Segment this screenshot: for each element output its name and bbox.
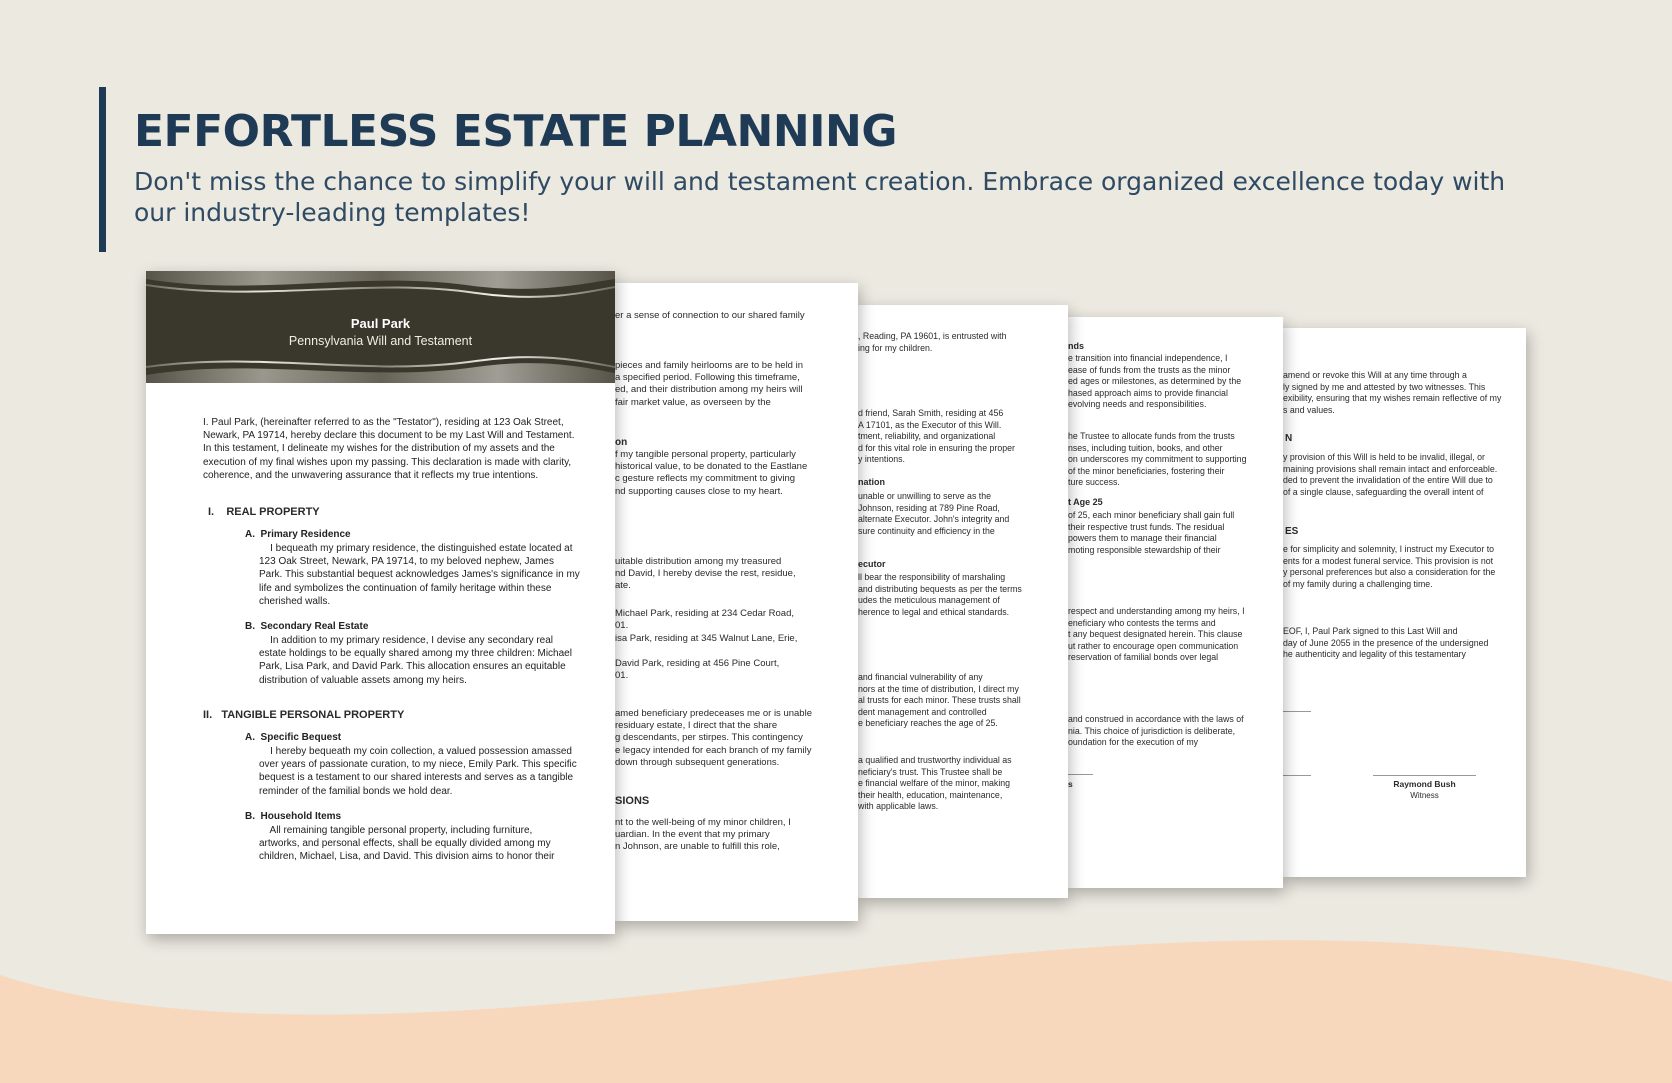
document-page-1 (146, 271, 615, 934)
document-page-2 (615, 283, 858, 921)
page2-text: nt to the well-being of my minor children, I uardian. In the event that my primary n Johnson, are unable to fulfill this role, (615, 817, 791, 853)
page3-text: unable or unwilling to serve as the Johnson, residing at 789 Pine Road, alternate Executor. John's integrity and sure continuity and efficiency in the (858, 491, 1010, 536)
document-header (146, 271, 615, 383)
signature-label-fragment: s (1068, 779, 1073, 789)
section-heading-real-property: I. REAL PROPERTY (208, 506, 320, 518)
paragraph-household-items: All remaining tangible personal property, including furniture, artworks, and personal effects, shall be equally divided among my children, Michael, Lisa, and David. This division aims to honor their (259, 825, 555, 863)
document-page-5 (1283, 328, 1526, 877)
witness-role: Witness (1410, 791, 1439, 800)
page4-text: and construed in accordance with the laws of nia. This choice of jurisdiction is deliberate, oundation for the execution of my (1068, 714, 1244, 748)
subheading-household-items: B. Household Items (245, 811, 342, 822)
page5-text: y provision of this Will is held to be invalid, illegal, or maining provisions shall remain intact and enforceable. ded to prevent the invalidation of the entire Will due to of a single clause, safeguarding the overall intent of (1283, 452, 1498, 497)
page2-text: Michael Park, residing at 234 Cedar Road, 01. (615, 608, 795, 632)
intro-paragraph: I. Paul Park, (hereinafter referred to as the "Testator"), residing at 123 Oak Street, Newark, PA 19714, hereby declare this document to be my Last Will and Testament. In this testament, I delineate my wishes for the distribution of my assets and the execution of my final wishes upon my passing. This declaration is made with clarity, coherence, and the unwavering assurance that it reflects my true intentions. (203, 417, 575, 481)
page5-heading: N (1285, 433, 1293, 444)
page2-text: amed beneficiary predeceases me or is unable residuary estate, I direct that the share g descendants, per stirpes. This contingency e legacy intended for each branch of my family down through subsequent generations. (615, 708, 812, 768)
page4-text: e transition into financial independence, I ease of funds from the trusts as the minor ed ages or milestones, as determined by the hased approach aims to provide financial evolving needs and responsibilities. (1068, 353, 1242, 410)
page2-text: David Park, residing at 456 Pine Court, 01. (615, 658, 780, 682)
testator-name: Paul Park (350, 316, 411, 331)
page4-text: respect and understanding among my heirs, I eneficiary who contests the terms and t any bequest designated herein. This clause ut rather to encourage open communication reservation of familial bonds over legal (1068, 606, 1245, 663)
page2-heading: SIONS (615, 795, 650, 807)
page2-text: er a sense of connection to our shared family (615, 310, 805, 321)
document-page-4 (1068, 317, 1283, 888)
page4-text: of 25, each minor beneficiary shall gain full their respective trust funds. The residual powers them to manage their financial moting responsible stewardship of their (1068, 510, 1235, 555)
page4-heading: t Age 25 (1068, 497, 1103, 507)
page2-heading: on (615, 437, 628, 448)
page2-text: isa Park, residing at 345 Walnut Lane, Erie, (615, 633, 798, 644)
page3-text: d friend, Sarah Smith, residing at 456 A 17101, as the Executor of this Will. tment, reliability, and organizational d for this vital role in ensuring the proper y intentions. (858, 408, 1015, 465)
page5-heading: ES (1285, 526, 1299, 537)
subheading-secondary-real-estate: B. Secondary Real Estate (245, 621, 369, 632)
page3-text: ll bear the responsibility of marshaling and distributing bequests as per the terms udes the meticulous management of herence to legal and ethical standards. (858, 572, 1022, 617)
page3-text: and financial vulnerability of any nors at the time of distribution, I direct my al trusts for each minor. These trusts shall dent management and controlled e beneficiary reaches the age of 25. (858, 672, 1021, 729)
page5-text: amend or revoke this Will at any time through a ly signed by me and attested by two witnesses. This exibility, ensuring that my wishes remain reflective of my s and values. (1283, 370, 1502, 415)
document-page-3 (858, 305, 1068, 898)
section-heading-tangible-property: II. TANGIBLE PERSONAL PROPERTY (203, 709, 405, 721)
subheading-primary-residence: A. Primary Residence (245, 529, 351, 540)
page2-text: pieces and family heirlooms are to be held in a specified period. Following this timeframe, ed, and their distribution among my heirs will fair market value, as overseen by the (615, 360, 803, 408)
page4-text: he Trustee to allocate funds from the trusts nses, including tuition, books, and other on underscores my commitment to supporting of the minor beneficiaries, fostering their ture success. (1068, 431, 1247, 488)
paragraph-primary-residence: I bequeath my primary residence, the distinguished estate located at 123 Oak Street, Newark, PA 19714, to my beloved nephew, James Park. This substantial bequest acknowledges James's significance in my life and symbolizes the continuation of family heritage within these cherished walls. (259, 543, 580, 607)
hero-title: EFFORTLESS ESTATE PLANNING (134, 106, 897, 157)
subheading-specific-bequest: A. Specific Bequest (245, 732, 342, 743)
page2-text: f my tangible personal property, particularly historical value, to be donated to the Eastlane c gesture reflects my commitment to giving nd supporting causes close to my heart. (615, 449, 808, 497)
signature-line (1283, 711, 1311, 712)
signature-line (1068, 774, 1093, 775)
signature-line (1283, 775, 1311, 776)
page3-heading: ecutor (858, 559, 886, 569)
hero-subtitle: Don't miss the chance to simplify your will and testament creation. Embrace organized excellence today with our industry-leading templates! (134, 167, 1506, 227)
witness-signature-line (1373, 775, 1476, 776)
document-title: Pennsylvania Will and Testament (288, 334, 473, 348)
paragraph-specific-bequest: I hereby bequeath my coin collection, a valued possession amassed over years of passionate curation, to my niece, Emily Park. This specific bequest is a testament to our shared interests and serves as a tangible reminder of the familial bonds we hold dear. (259, 746, 577, 797)
page5-text: EOF, I, Paul Park signed to this Last Will and day of June 2055 in the presence of the undersigned he authenticity and legality of this testamentary (1283, 626, 1489, 660)
accent-bar (99, 87, 106, 252)
page4-heading: nds (1068, 341, 1085, 351)
page3-heading: nation (858, 477, 885, 487)
paragraph-secondary-real-estate: In addition to my primary residence, I devise any secondary real estate holdings to be equally shared among my three children: Michael Park, Lisa Park, and David Park. This allocation ensures an equitable distribution of valuable assets among my heirs. (259, 635, 572, 686)
page3-text: , Reading, PA 19601, is entrusted with ing for my children. (858, 331, 1007, 353)
page3-text: a qualified and trustworthy individual as neficiary's trust. This Trustee shall be e financial welfare of the minor, making their health, education, maintenance, with applicable laws. (858, 755, 1012, 812)
page2-text: uitable distribution among my treasured nd David, I hereby devise the rest, residue, ate. (615, 556, 796, 592)
page5-text: e for simplicity and solemnity, I instruct my Executor to ents for a modest funeral service. This provision is not y personal preferences but also a consideration for the of my family during a challenging time. (1283, 544, 1496, 589)
decorative-wave (0, 930, 1672, 1083)
witness-name: Raymond Bush (1393, 779, 1456, 789)
